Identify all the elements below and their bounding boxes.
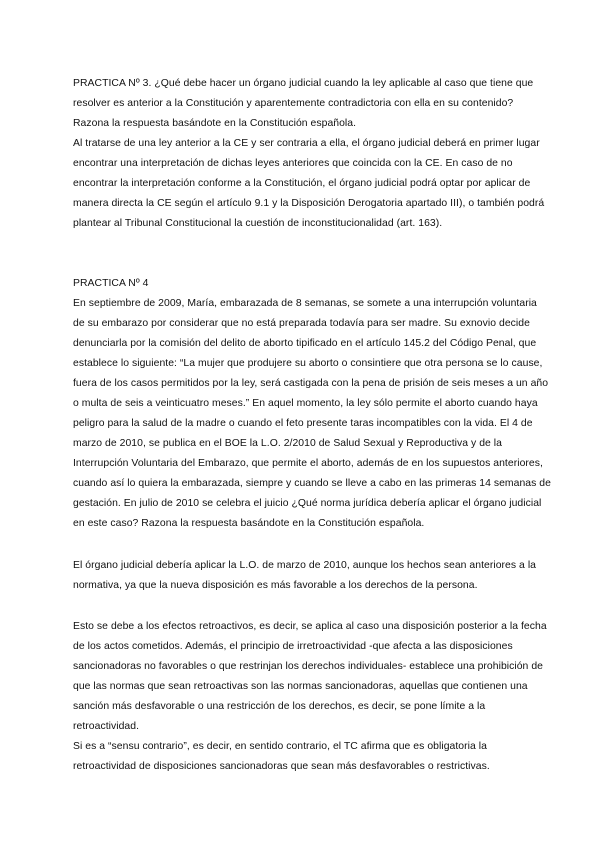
text-line: plantear al Tribunal Constitucional la cuestión de inconstitucionalidad (art. 163). xyxy=(73,218,443,229)
text-line: Razona la respuesta basándote en la Constitución española. xyxy=(73,118,357,129)
text-line: de los actos cometidos. Además, el principio de irretroactividad -que afecta a las disposiciones xyxy=(73,641,513,652)
section-spacer xyxy=(73,234,533,274)
practica3-question xyxy=(73,74,533,134)
text-line: Interrupción Voluntaria del Embarazo, que permite el aborto, además de en los supuestos anteriores, xyxy=(73,458,543,469)
text-line: retroactividad de disposiciones sancionadoras que sean más desfavorables o restrictivas. xyxy=(73,761,490,772)
text-line: fuera de los casos permitidos por la ley, será castigada con la pena de prisión de seis meses a un año xyxy=(73,378,549,389)
document-page xyxy=(73,74,551,777)
text-line: En septiembre de 2009, María, embarazada de 8 semanas, se somete a una interrupción voluntaria xyxy=(73,298,537,309)
text-line: Si es a “sensu contrario”, es decir, en sentido contrario, el TC afirma que es obligatoria la xyxy=(73,741,487,752)
text-line: Al tratarse de una ley anterior a la CE y ser contraria a ella, el órgano judicial deberá en primer lugar xyxy=(73,138,540,149)
text-line: Esto se debe a los efectos retroactivos, es decir, se aplica al caso una disposición posterior a la fecha xyxy=(73,621,547,632)
paragraph-spacer xyxy=(73,596,533,617)
practica4-case xyxy=(73,294,551,534)
text-line: retroactividad. xyxy=(73,721,140,732)
text-line: resolver es anterior a la Constitución y aparentemente contradictoria con ella en su contenido? xyxy=(73,98,514,109)
text-line: peligro para la salud de la madre o cuando el feto presente taras incompatibles con la vida. El 4 de xyxy=(73,418,533,429)
text-line: en este caso? Razona la respuesta basándote en la Constitución española. xyxy=(73,518,425,529)
text-line: El órgano judicial debería aplicar la L.O. de marzo de 2010, aunque los hechos sean anteriores a la xyxy=(73,560,537,571)
practica4-answer-1 xyxy=(73,556,537,596)
text-line: o multa de seis a veinticuatro meses.” En aquel momento, la ley sólo permite el aborto cuando haya xyxy=(73,398,538,409)
text-line: encontrar una interpretación de dichas leyes anteriores que coincida con la CE. En caso de no xyxy=(73,158,513,169)
text-line: manera directa la CE según el artículo 9.1 y la Disposición Derogatoria apartado III), o también podrá xyxy=(73,198,545,209)
text-line: PRACTICA Nº 3. ¿Qué debe hacer un órgano judicial cuando la ley aplicable al caso que tiene que xyxy=(73,78,534,89)
practica3-answer xyxy=(73,134,545,234)
paragraph-spacer xyxy=(73,534,533,556)
text-line: cuando así lo quiera la embarazada, siempre y cuando se lleve a cabo en las primeras 14 semanas de xyxy=(73,478,551,489)
text-line: sancionadoras no favorables o que restrinjan los derechos individuales- establece una prohibición de xyxy=(73,661,543,672)
practica4-answer-2 xyxy=(73,617,547,777)
text-line: normativa, ya que la nueva disposición es más favorable a los derechos de la persona. xyxy=(73,580,478,591)
text-line: establece lo siguiente: “La mujer que produjere su aborto o consintiere que otra persona se lo cause, xyxy=(73,358,543,369)
practica4-heading: PRACTICA Nº 4 xyxy=(73,278,149,289)
text-line: gestación. En julio de 2010 se celebra el juicio ¿Qué norma jurídica debería aplicar el órgano judicial xyxy=(73,498,542,509)
text-line: que las normas que sean retroactivas son las normas sancionadoras, aquellas que contienen una xyxy=(73,681,528,692)
text-line: de su embarazo por considerar que no está preparada todavía para ser madre. Su exnovio decide xyxy=(73,318,530,329)
text-line: encontrar la interpretación conforme a la Constitución, el órgano judicial podrá optar por aplicar de xyxy=(73,178,531,189)
text-line: sanción más desfavorable o una restricción de los derechos, es decir, se pone límite a la xyxy=(73,701,486,712)
text-line: denunciarla por la comisión del delito de aborto tipificado en el artículo 145.2 del Código Penal, que xyxy=(73,338,537,349)
text-line: marzo de 2010, se publica en el BOE la L.O. 2/2010 de Salud Sexual y Reproductiva y de la xyxy=(73,438,502,449)
